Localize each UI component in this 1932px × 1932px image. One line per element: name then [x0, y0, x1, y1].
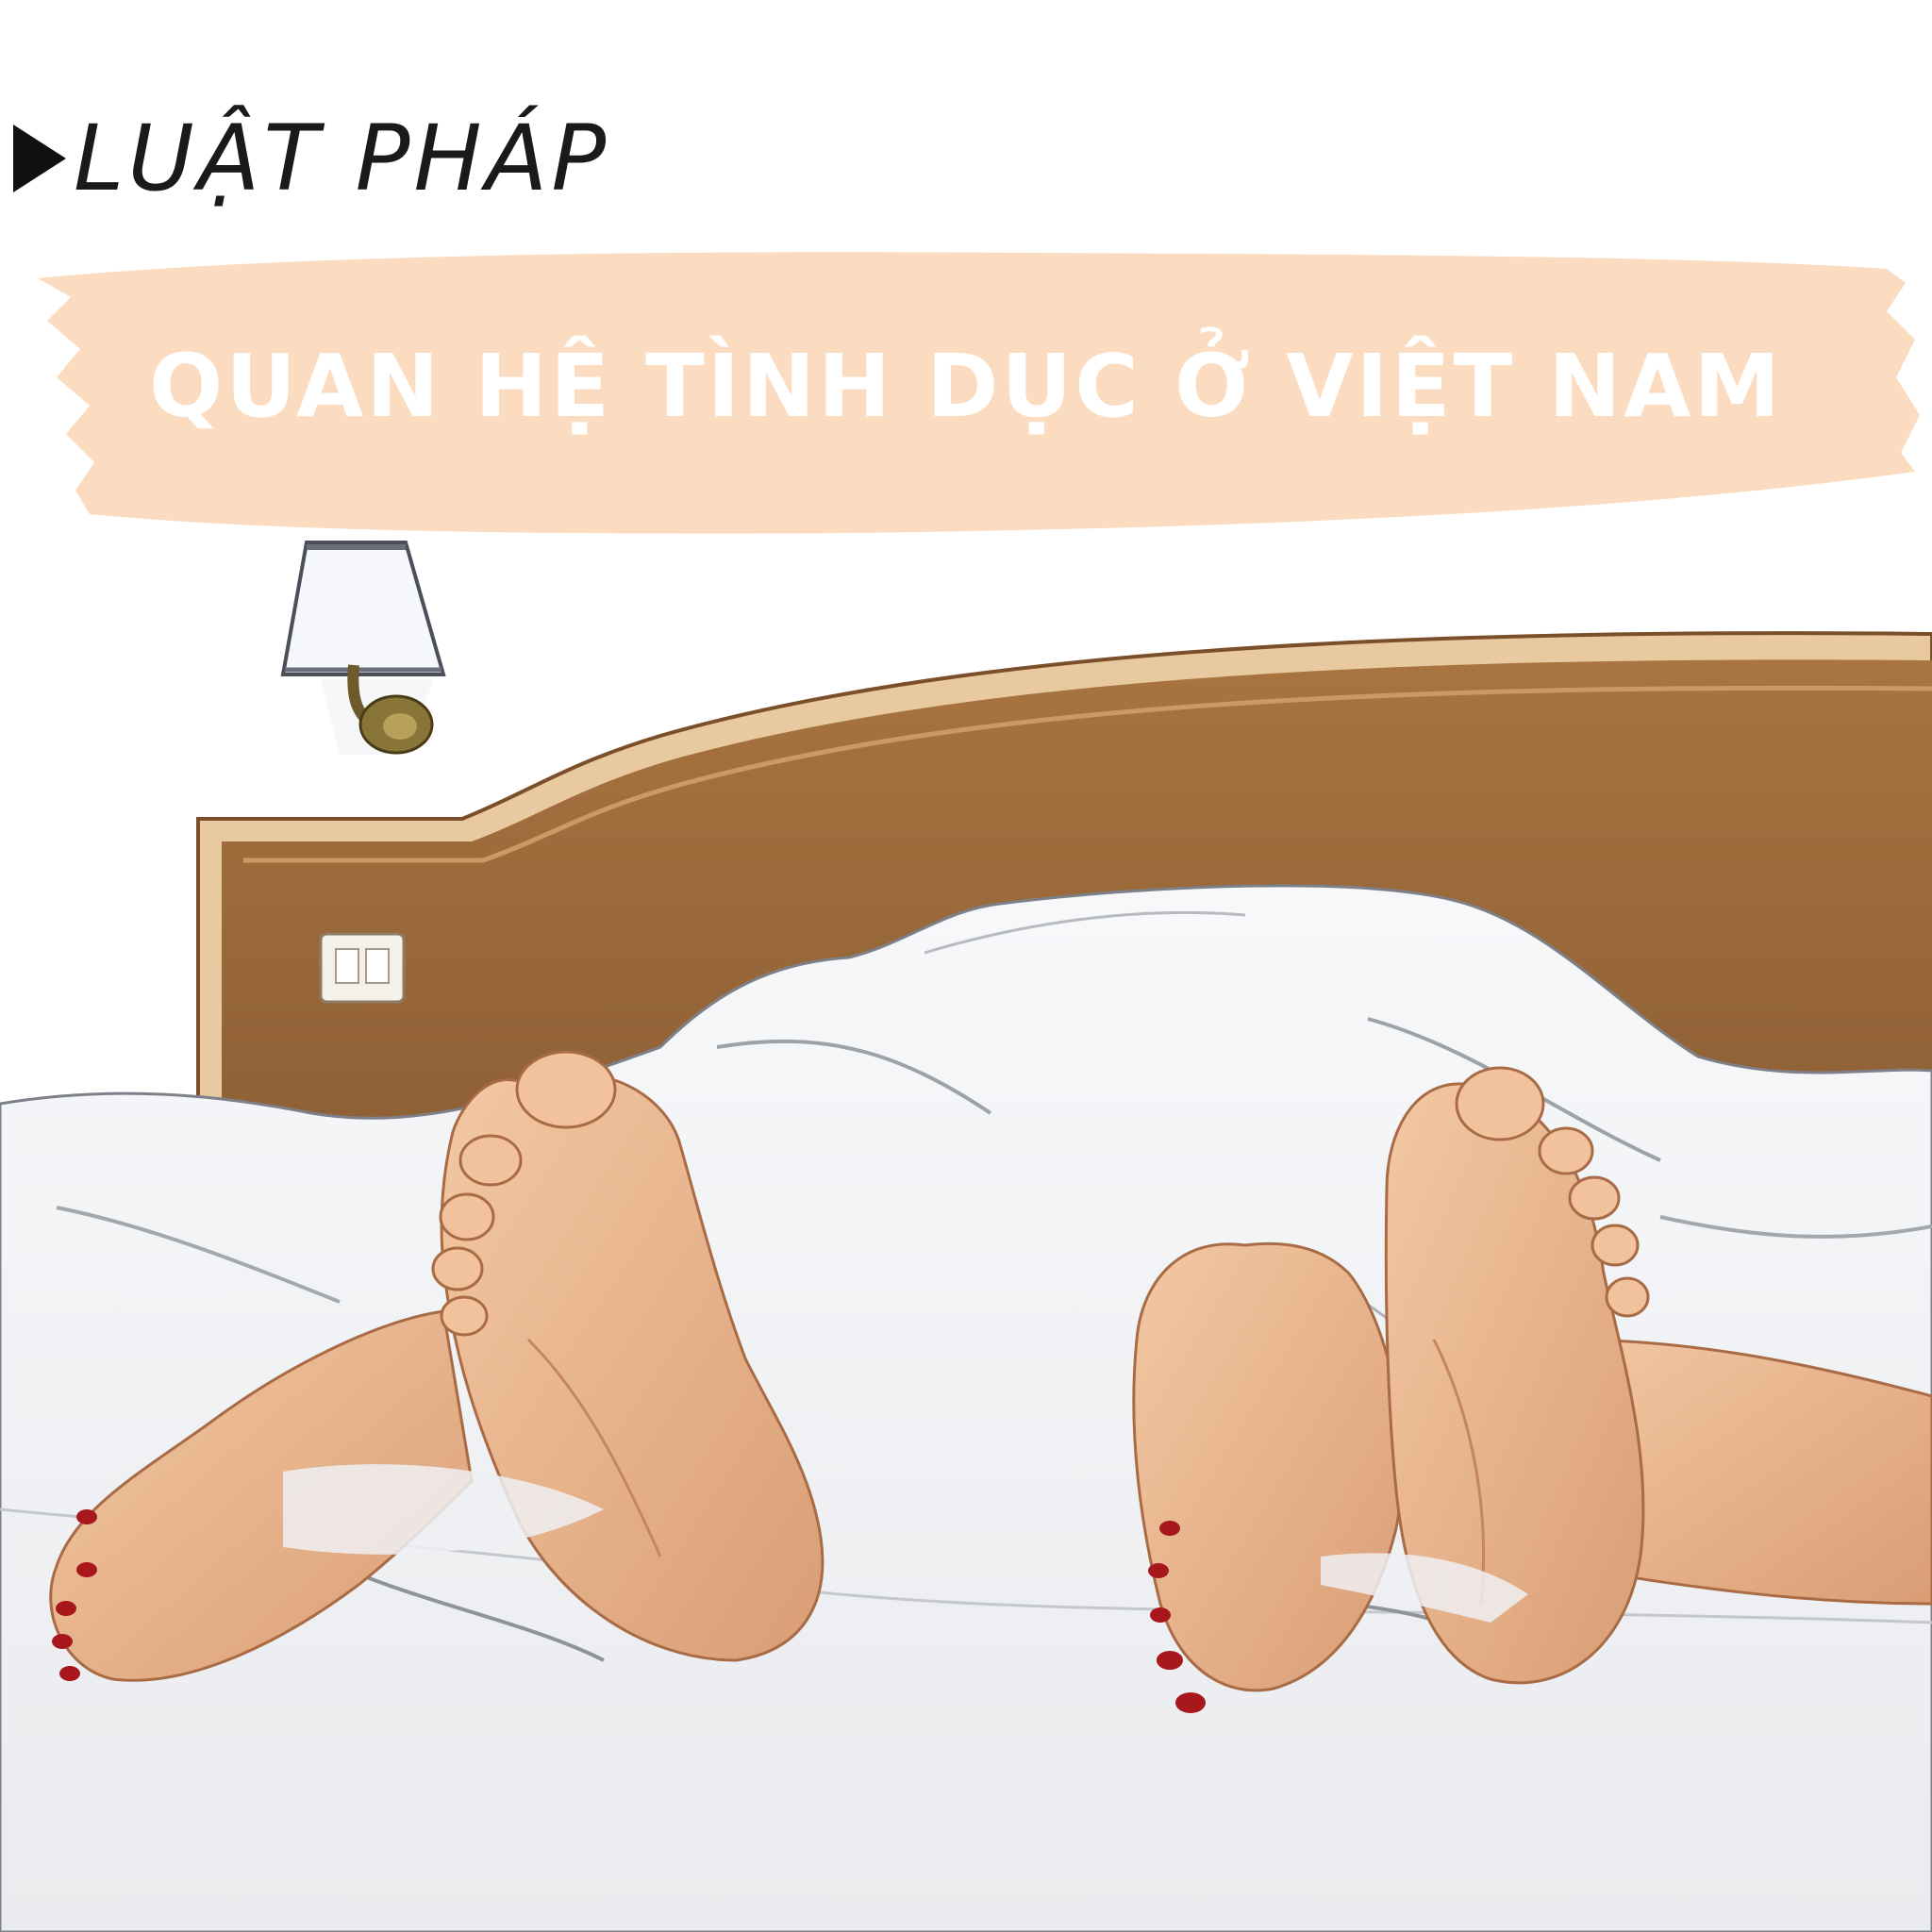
wall-lamp — [283, 542, 443, 755]
category-label — [13, 106, 610, 211]
play-triangle-icon — [13, 125, 66, 192]
light-switch — [321, 934, 404, 1002]
category-text: LUẬT PHÁP — [74, 106, 610, 211]
headline-title: QUAN HỆ TÌNH DỤC Ở VIỆT NAM — [148, 336, 1783, 437]
